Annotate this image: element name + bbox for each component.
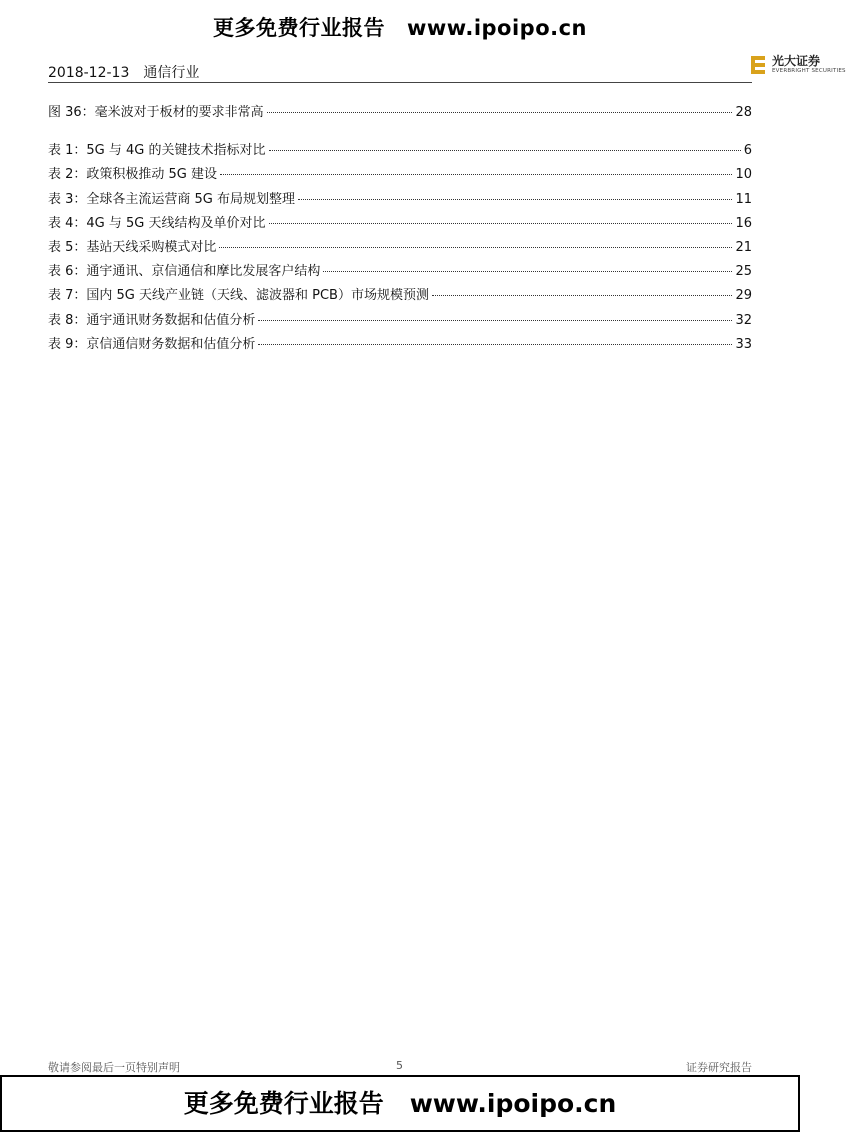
toc-dot-leader [323,271,732,272]
toc-entry-label: 表 3：全球各主流运营商 5G 布局规划整理 [48,191,296,207]
toc-dot-leader [269,223,733,224]
toc-entry-label: 表 6：通宇通讯、京信通信和摩比发展客户结构 [48,264,321,280]
toc-entry-page: 29 [735,288,752,304]
toc-entry-label: 表 7：国内 5G 天线产业链（天线、滤波器和 PCB）市场规模预测 [48,288,429,304]
bottom-banner-text: 更多免费行业报告 [183,1089,384,1118]
toc-entry-page: 10 [735,167,752,183]
report-date: 2018-12-13 [48,65,130,81]
top-banner-text: 更多免费行业报告 [212,16,385,40]
toc-entry-page: 28 [735,105,752,120]
toc-entry[interactable] [48,333,752,357]
toc-dot-leader [219,247,732,248]
top-banner-url[interactable]: www.ipoipo.cn [406,16,588,40]
toc-entry[interactable] [48,212,752,236]
toc-dot-leader [258,344,732,345]
page-header [48,54,846,83]
toc-entry-page: 11 [735,191,752,207]
footer-page-number: 5 [396,1059,403,1072]
report-sector: 通信行业 [143,65,200,81]
toc-entry[interactable] [48,101,752,125]
toc-entry[interactable] [48,236,752,260]
footer-report-type: 证券研究报告 [686,1061,752,1074]
toc-entry-page: 21 [735,239,752,255]
toc-entry-label: 表 8：通宇通讯财务数据和估值分析 [48,312,256,328]
everbright-logo-icon [748,54,768,76]
toc-entry-page: 6 [743,143,752,159]
figure-list [48,101,752,125]
toc-entry-page: 25 [735,264,752,280]
toc-dot-leader [298,199,732,200]
top-banner [0,12,800,42]
toc-entry[interactable] [48,284,752,308]
toc-entry-page: 33 [735,336,752,352]
toc-entry-label: 表 1：5G 与 4G 的关键技术指标对比 [48,143,266,159]
toc-dot-leader [269,150,741,151]
toc-entry[interactable] [48,139,752,163]
table-list [48,139,752,357]
toc-entry[interactable] [48,260,752,284]
toc-entry[interactable] [48,163,752,187]
toc-dot-leader [220,174,732,175]
toc-entry[interactable] [48,309,752,333]
toc-entry[interactable] [48,188,752,212]
bottom-banner-url[interactable]: www.ipoipo.cn [409,1089,617,1118]
toc-entry-label: 表 4：4G 与 5G 天线结构及单价对比 [48,215,266,231]
toc-entry-label: 图 36：毫米波对于板材的要求非常高 [48,105,264,120]
toc-entry-label: 表 5：基站天线采购模式对比 [48,239,217,255]
table-of-contents [48,101,752,357]
header-info [48,62,199,82]
toc-entry-label: 表 9：京信通信财务数据和估值分析 [48,336,256,352]
page-footer [48,1059,752,1074]
bottom-banner [0,1075,800,1132]
toc-dot-leader [267,112,733,113]
logo-chinese-name: 光大证券 [772,54,821,68]
toc-dot-leader [258,320,732,321]
toc-dot-leader [432,295,732,296]
toc-entry-label: 表 2：政策积极推动 5G 建设 [48,167,218,183]
logo-english-name: EVERBRIGHT SECURITIES [772,68,846,74]
footer-disclaimer: 敬请参阅最后一页特别声明 [48,1061,180,1074]
toc-entry-page: 16 [735,215,752,231]
toc-entry-page: 32 [735,312,752,328]
